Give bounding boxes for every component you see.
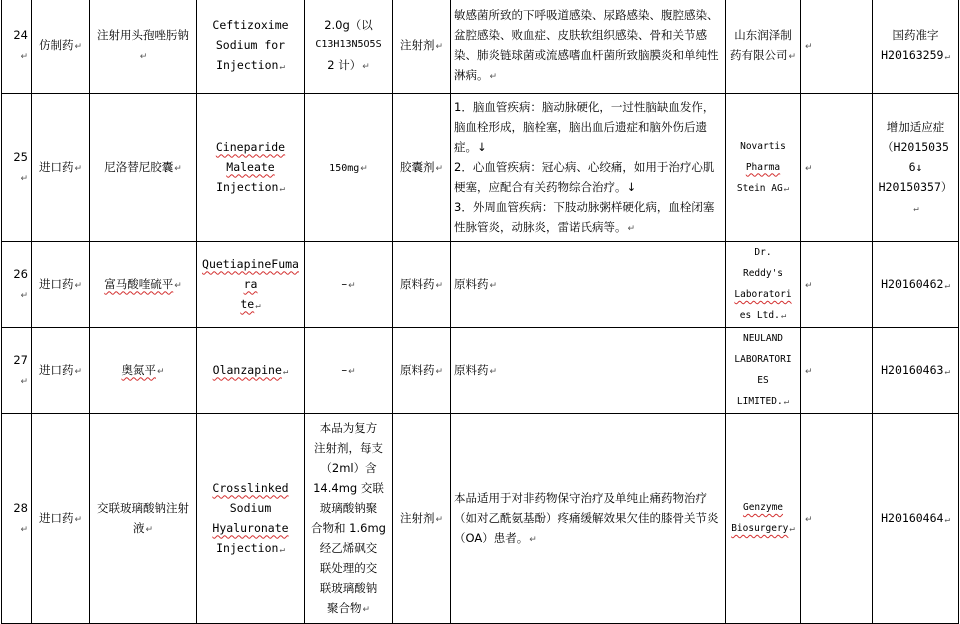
table-row [2, 94, 959, 242]
empty-cell: ↵ [801, 414, 873, 624]
english-name-cell: Cineparide Maleate Injection↵ [197, 94, 305, 242]
company-line: 山东润泽制 [734, 28, 792, 42]
spec-line: C13H13N5O5S [315, 39, 382, 50]
indication-item: 3．外周血管疾病：下肢动脉粥样硬化病，血栓闭塞性脉管炎，动脉炎，雷诺氏病等。 [454, 199, 715, 234]
empty-cell: ↵ [801, 94, 873, 242]
spec-line: 14.4mg 交联 [313, 480, 384, 495]
approval-line: 国药准字 [892, 28, 939, 42]
empty-cell: ↵ [801, 242, 873, 328]
approval-number-cell: H20160462↵ [873, 242, 959, 328]
spec-cell: 2.0g（以 C13H13N5O5S 2 计）↵ [305, 0, 393, 94]
english-name-line: Cineparide [215, 139, 286, 154]
approval-line: 6↓ [908, 159, 923, 174]
english-name-line: Maleate [226, 159, 275, 174]
company-cell: Dr. Reddy's Laboratori es Ltd.↵ [726, 242, 801, 328]
row-number-cell: 26↵ [2, 242, 32, 328]
empty-cell: ↵ [801, 0, 873, 94]
indication-cell: 原料药↵ [451, 242, 726, 328]
company-cell: Genzyme Biosurgery↵ [726, 414, 801, 624]
row-number-cell: 24↵ [2, 0, 32, 94]
company-line: Pharma [745, 161, 781, 173]
approval-number-cell: 增加适应症 （H2015035 6↓ H20150357）↵ [873, 94, 959, 242]
spec-line: （2ml）含 [320, 460, 377, 475]
drug-name-cell: 注射用头孢唑肟钠↵ [90, 0, 197, 94]
row-number-cell: 28↵ [2, 414, 32, 624]
drug-approval-table [1, 0, 959, 624]
company-line: Reddy's [742, 268, 784, 279]
company-line: NEULAND [742, 333, 784, 344]
dosage-form-cell: 胶囊剂↵ [393, 94, 451, 242]
row-number-cell: 25↵ [2, 94, 32, 242]
approval-number-cell: 国药准字 H20163259↵ [873, 0, 959, 94]
dosage-form-cell: 原料药↵ [393, 242, 451, 328]
english-name-line: Injection [216, 179, 279, 194]
english-name-cell: Olanzapine↵ [197, 328, 305, 414]
approval-number-cell: H20160463↵ [873, 328, 959, 414]
company-cell: 山东润泽制 药有限公司↵ [726, 0, 801, 94]
row-number-cell: 27↵ [2, 328, 32, 414]
english-name-line: Ceftizoxime [212, 18, 289, 32]
drug-name-cell: 尼洛替尼胶囊↵ [90, 94, 197, 242]
approval-line: 增加适应症 [886, 119, 945, 134]
indication-cell: 敏感菌所致的下呼吸道感染、尿路感染、腹腔感染、盆腔感染、败血症、皮肤软组织感染、骨和关节感染、肺炎链球菌或流感嗜血杆菌所致脑膜炎和单纯性淋病。↵ [451, 0, 726, 94]
table-row [2, 414, 959, 624]
english-name-line: Hyaluronate [212, 520, 289, 535]
approval-line: H20150357） [878, 179, 953, 194]
company-line: Genzyme [742, 502, 784, 513]
table-row [2, 242, 959, 328]
indication-item: 1．脑血管疾病：脑动脉硬化，一过性脑缺血发作，脑血栓形成，脑栓塞，脑出血后遗症和脑外伤后遗症。↓ [454, 99, 715, 154]
company-line: ES [757, 375, 769, 386]
spec-cell: 150mg↵ [305, 94, 393, 242]
indication-cell: 原料药↵ [451, 328, 726, 414]
english-name-cell: Ceftizoxime Sodium for Injection↵ [197, 0, 305, 94]
approval-line: H20163259 [881, 48, 944, 62]
english-name-cell: Crosslinked Sodium Hyaluronate Injection↵ [197, 414, 305, 624]
company-line: Laboratori [734, 289, 792, 300]
company-line: es Ltd. [739, 310, 780, 321]
spec-cell: –↵ [305, 242, 393, 328]
spec-line: 合物和 1.6mg [311, 520, 386, 535]
company-line: LABORATORI [734, 354, 792, 365]
company-line: Biosurgery [731, 523, 789, 534]
spec-line: 2 计） [327, 58, 362, 72]
english-name-line: Injection [216, 540, 279, 555]
english-name-cell: QuetiapineFumara te↵ [197, 242, 305, 328]
approval-line: （H2015035 [882, 139, 949, 154]
dosage-form-cell: 注射剂↵ [393, 0, 451, 94]
indication-cell: 本品适用于对非药物保守治疗及单纯止痛药物治疗（如对乙酰氨基酚）疼痛缓解效果欠佳的膝骨关节炎（OA）患者。↵ [451, 414, 726, 624]
english-name-line: Crosslinked [212, 480, 289, 495]
spec-line: 本品为复方 [319, 420, 378, 435]
table-row [2, 0, 959, 94]
dosage-form-cell: 注射剂↵ [393, 414, 451, 624]
spec-line: 2.0g（以 [324, 18, 373, 32]
indication-cell: 1．脑血管疾病：脑动脉硬化，一过性脑缺血发作，脑血栓形成，脑栓塞，脑出血后遗症和脑外伤后遗症。↓ 2．心血管疾病：冠心病、心绞痛，如用于治疗心肌梗塞，应配合有关药物综合治疗。↓ 3．外周血管疾病：下肢动脉粥样硬化病，血栓闭塞性脉管炎，动脉炎，雷诺氏病等。↵ [451, 94, 726, 242]
drug-type-cell: 进口药↵ [32, 242, 90, 328]
empty-cell: ↵ [801, 328, 873, 414]
english-name-line: QuetiapineFumara [202, 256, 299, 291]
drug-name-cell: 交联玻璃酸钠注射液↵ [90, 414, 197, 624]
dosage-form-cell: 原料药↵ [393, 328, 451, 414]
company-line: LIMITED. [736, 396, 783, 407]
spec-line: 联玻璃酸钠 [319, 580, 378, 595]
approval-number-cell: H20160464↵ [873, 414, 959, 624]
drug-type-cell: 进口药↵ [32, 94, 90, 242]
company-cell: Novartis Pharma Stein AG↵ [726, 94, 801, 242]
company-cell: NEULAND LABORATORI ES LIMITED.↵ [726, 328, 801, 414]
spec-line: 玻璃酸钠聚 [319, 500, 378, 515]
spec-cell: –↵ [305, 328, 393, 414]
english-name-line: Sodium for [215, 38, 286, 52]
company-line: Dr. [754, 247, 772, 258]
company-line: Stein AG [736, 182, 783, 194]
indication-item: 2．心血管疾病：冠心病、心绞痛，如用于治疗心肌梗塞，应配合有关药物综合治疗。↓ [454, 159, 715, 194]
english-name-line: te [240, 296, 255, 311]
drug-name-cell: 奥氮平↵ [90, 328, 197, 414]
drug-type-cell: 仿制药↵ [32, 0, 90, 94]
drug-type-cell: 进口药↵ [32, 328, 90, 414]
company-line: 药有限公司 [729, 48, 788, 62]
company-line: Novartis [740, 140, 786, 152]
spec-line: 经乙烯砜交 [319, 540, 378, 555]
drug-type-cell: 进口药↵ [32, 414, 90, 624]
english-name-line: Olanzapine [212, 362, 282, 377]
spec-cell: 本品为复方 注射剂，每支 （2ml）含 14.4mg 交联 玻璃酸钠聚 合物和 1.6mg 经乙烯砜交 联处理的交 联玻璃酸钠 聚合物↵ [305, 414, 393, 624]
drug-name-cell: 富马酸喹硫平↵ [90, 242, 197, 328]
table-row [2, 328, 959, 414]
spec-line: 联处理的交 [319, 560, 378, 575]
english-name-line: Sodium [229, 500, 272, 515]
spec-line: 聚合物 [326, 600, 362, 615]
spec-line: 注射剂，每支 [314, 440, 383, 455]
english-name-line: Injection [216, 58, 279, 72]
